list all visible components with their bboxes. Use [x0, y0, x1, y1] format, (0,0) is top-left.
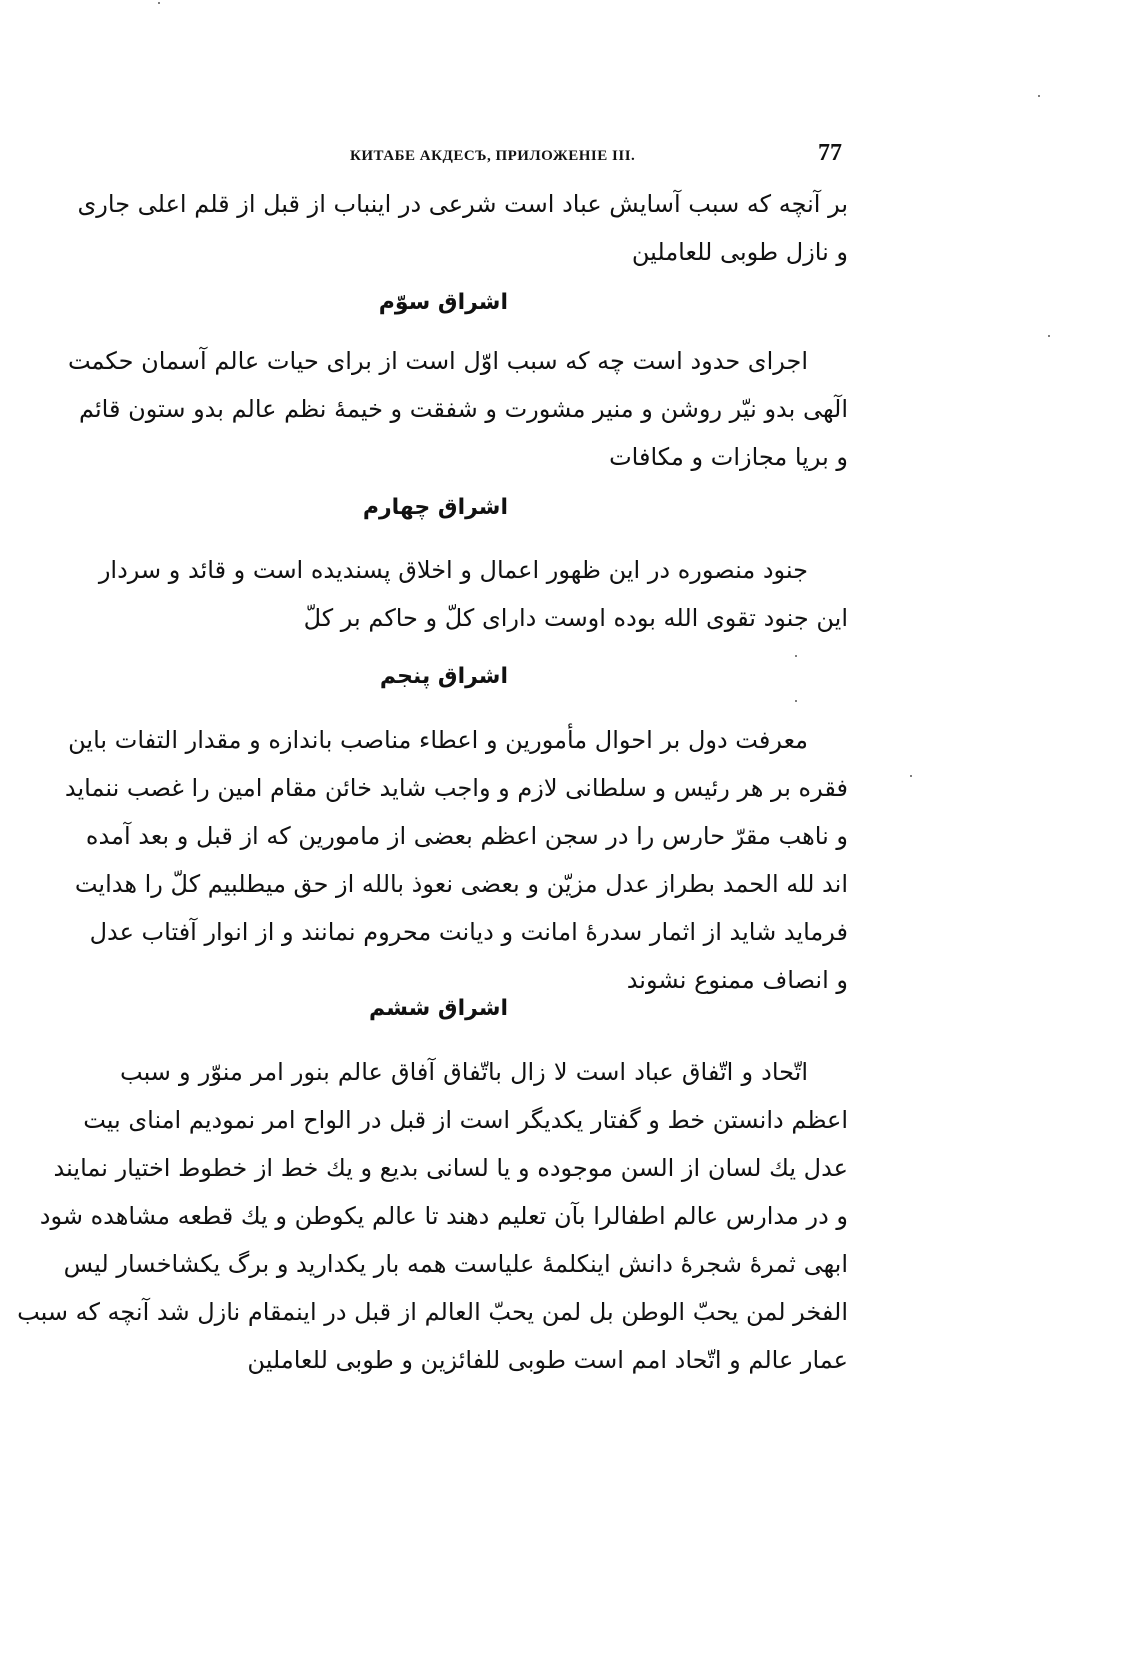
paragraph-fifth: [64, 716, 848, 1004]
text-line: بر آنچه که سبب آسایش عباد است شرعی در اینباب از قبل از قلم اعلی جاری: [77, 190, 848, 218]
text-line: عمار عالم و اتّحاد امم است طوبی للفائزین و طوبی للعاملین: [247, 1346, 848, 1374]
text-line: و ناهب مقرّ حارس را در سجن اعظم بعضی از مامورین که از قبل و بعد آمده: [85, 822, 848, 850]
scan-speck: [158, 2, 160, 4]
text-line: فرماید شاید از اثمار سدرهٔ امانت و دیانت محروم نمانند و از انوار آفتاب عدل: [89, 918, 848, 946]
text-line: معرفت دول بر احوال مأمورین و اعطاء مناصب باندازه و مقدار التفات باین: [68, 726, 808, 754]
text-line: ابهی ثمرهٔ شجرهٔ دانش اینکلمهٔ علیاست همه بار یکدارید و برگ یکشاخسار لیس: [63, 1250, 848, 1278]
scan-speck: [910, 775, 912, 777]
paragraph-sixth: [17, 1048, 848, 1384]
paragraph-third: [67, 337, 848, 481]
section-heading-fifth: اشراق پنجم: [379, 664, 508, 689]
paragraph-continuation: [77, 180, 848, 276]
text-line: اتّحاد و اتّفاق عباد است لا زال باتّفاق آفاق عالم بنور امر منوّر و سبب: [120, 1058, 808, 1086]
text-line: و نازل طوبی للعاملین: [631, 238, 848, 266]
text-line: اجرای حدود است چه که سبب اوّل است از برای حیات عالم آسمان حکمت: [67, 347, 808, 375]
scan-speck: [795, 655, 797, 657]
text-line: فقره بر هر رئیس و سلطانی لازم و واجب شاید خائن مقام امین را غصب ننماید: [64, 774, 848, 802]
section-heading-third: اشراق سوّم: [378, 290, 508, 315]
text-line: و در مدارس عالم اطفالرا بآن تعلیم دهند تا عالم یکوطن و یك قطعه مشاهده شود: [39, 1202, 848, 1230]
text-line: عدل یك لسان از السن موجوده و یا لسانی بدیع و یك خط از خطوط اختیار نمایند: [53, 1154, 848, 1182]
text-line: الفخر لمن یحبّ الوطن بل لمن یحبّ العالم از قبل در اینمقام نازل شد آنچه که سبب: [17, 1298, 848, 1326]
scan-speck: [1038, 95, 1040, 97]
paragraph-fourth: [98, 546, 848, 642]
page-number: 77: [818, 140, 842, 166]
section-heading-sixth: اشراق ششم: [368, 996, 508, 1021]
text-line: اعظم دانستن خط و گفتار یکدیگر است از قبل در الواح امر نمودیم امنای بیت: [83, 1106, 848, 1134]
text-line: این جنود تقوی الله بوده اوست دارای کلّ و حاکم بر کلّ: [303, 604, 848, 632]
text-line: و برپا مجازات و مکافات: [609, 443, 848, 471]
text-line: و انصاف ممنوع نشوند: [626, 966, 848, 994]
section-heading-fourth: اشراق چهارم: [362, 495, 508, 520]
text-line: الٓهی بدو نیّر روشن و منیر مشورت و شفقت و خیمهٔ نظم عالم بدو ستون قائم: [79, 395, 848, 423]
text-line: اند لله الحمد بطراز عدل مزیّن و بعضی نعوذ بالله از حق میطلبیم کلّ را هدایت: [74, 870, 848, 898]
scan-speck: [795, 700, 797, 702]
scan-speck: [1048, 335, 1050, 337]
text-line: جنود منصوره در این ظهور اعمال و اخلاق پسندیده است و قائد و سردار: [98, 556, 808, 584]
running-title: КИТАБЕ АКДЕСЪ, ПРИЛОЖЕНІЕ III.: [350, 148, 636, 164]
